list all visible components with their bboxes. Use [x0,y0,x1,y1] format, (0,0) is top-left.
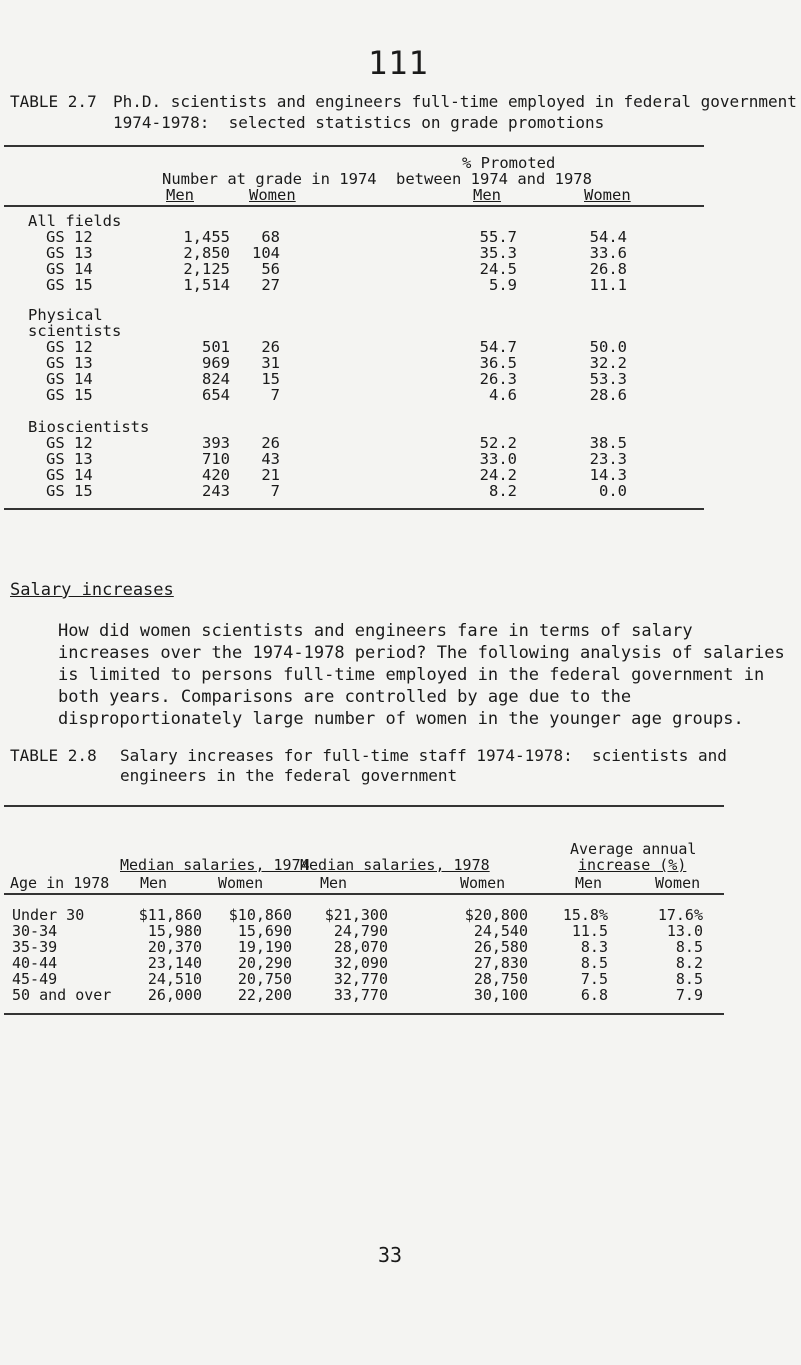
table-cell: $10,860 [228,906,292,924]
table-cell: 8.5 [675,938,703,956]
table-cell: 31 [261,354,280,372]
table-cell: 11.5 [571,922,608,940]
table-cell: 2,125 [183,260,230,278]
table28-col-g3-line1: Average annual [570,840,697,858]
table-cell: 26,000 [147,986,202,1004]
table-cell: 4.6 [489,386,517,404]
table-cell: 68 [261,228,280,246]
table28-sub-women-2: Women [460,874,506,892]
table-cell: 30,100 [473,986,528,1004]
table-row-age: 45-49 [12,970,58,988]
table27-top-rule [4,145,704,147]
table27-sub-women-1: Women [249,186,296,204]
table-cell: 27 [261,276,280,294]
table-cell: 23.3 [589,450,627,468]
table-cell: 824 [202,370,230,388]
table28-sub-men-2: Men [320,874,348,892]
table28-sub-men-1: Men [140,874,168,892]
table-row-grade: GS 12 [46,434,93,452]
table27-label: TABLE 2.7 [10,92,97,111]
table27-sub-men-1: Men [166,186,194,204]
table-cell: $21,300 [324,906,388,924]
table-cell: 20,370 [147,938,202,956]
table-cell: 33,770 [333,986,388,1004]
table27-bottom-rule [4,508,704,510]
table-cell: 0.0 [599,482,627,500]
table-cell: 15,980 [147,922,202,940]
table27-title-line1: Ph.D. scientists and engineers full-time employed in federal government [113,92,797,111]
table27-title-line2: 1974-1978: selected statistics on grade promotions [113,113,605,132]
table-cell: 24,540 [473,922,528,940]
table-cell: 54.4 [589,228,627,246]
table-cell: 26,580 [473,938,528,956]
table-cell: 50.0 [589,338,627,356]
table28-col-age: Age in 1978 [10,874,110,892]
table-cell: 7 [270,386,280,404]
table-cell: 7 [270,482,280,500]
table-cell: 33.6 [589,244,627,262]
table-cell: 15.8% [562,906,608,924]
table-cell: 8.5 [580,954,608,972]
table-cell: 710 [202,450,230,468]
table-row-age: 40-44 [12,954,58,972]
table-cell: 11.1 [589,276,627,294]
table-cell: 32,770 [333,970,388,988]
table-row-grade: GS 13 [46,450,93,468]
table-cell: 8.3 [580,938,608,956]
table-cell: 28,070 [333,938,388,956]
table28-col-g1: Median salaries, 1974 [120,856,310,874]
table-cell: 32,090 [333,954,388,972]
table-cell: 54.7 [479,338,517,356]
table-cell: 6.8 [580,986,608,1004]
table-cell: 654 [202,386,230,404]
table28-header-rule [4,893,724,895]
table-cell: 32.2 [589,354,627,372]
table-cell: 1,514 [183,276,230,294]
table-row-age: 30-34 [12,922,58,940]
table-row-age: Under 30 [12,906,85,924]
table-cell: 56 [261,260,280,278]
table-cell: $11,860 [138,906,202,924]
table-cell: 24,510 [147,970,202,988]
table-cell: 17.6% [657,906,703,924]
table-cell: 20,750 [237,970,292,988]
section-heading: Salary increases [10,580,174,600]
body-paragraph: How did women scientists and engineers fare in terms of salary increases over the 1974-1978 period? The following analysis of salaries is limited to persons full-time employed in the federal government in both years. Comparisons are controlled by age due to the disproportionately large number of women in the younger age groups. [58,621,785,729]
table27-col-group2-line1: % Promoted [462,154,556,172]
table28-col-g3-line2: increase (%) [578,856,687,874]
table-cell: $20,800 [464,906,528,924]
table28-sub-women-3: Women [655,874,701,892]
group-name-bioscientists: Bioscientists [28,418,150,436]
footer-page-number: 33 [378,1243,403,1267]
table-cell: 24.2 [479,466,517,484]
group-name-all-fields: All fields [28,212,122,230]
table28-sub-women-1: Women [218,874,264,892]
group-name-physical-line1: Physical [28,306,103,324]
table-cell: 52.2 [479,434,517,452]
table27-col-group2-line2: between 1974 and 1978 [396,170,592,188]
table-cell: 43 [261,450,280,468]
table-cell: 969 [202,354,230,372]
table-cell: 8.2 [675,954,703,972]
table-cell: 36.5 [479,354,517,372]
table-cell: 24.5 [479,260,517,278]
table27-sub-men-2: Men [473,186,501,204]
page-number: 111 [368,44,429,82]
table-cell: 22,200 [237,986,292,1004]
table-cell: 26 [261,338,280,356]
table-cell: 26.8 [589,260,627,278]
table-row-grade: GS 12 [46,228,93,246]
table-cell: 26 [261,434,280,452]
table-cell: 53.3 [589,370,627,388]
table28-title-line1: Salary increases for full-time staff 1974-1978: scientists and [120,746,727,765]
table-row-grade: GS 14 [46,260,93,278]
table-cell: 19,190 [237,938,292,956]
table-cell: 5.9 [489,276,517,294]
table-cell: 33.0 [479,450,517,468]
table-cell: 14.3 [589,466,627,484]
table-cell: 15 [261,370,280,388]
table-cell: 21 [261,466,280,484]
table-row-grade: GS 15 [46,482,93,500]
table-cell: 8.2 [489,482,517,500]
table-cell: 393 [202,434,230,452]
table-cell: 55.7 [479,228,517,246]
table-cell: 7.9 [675,986,703,1004]
table-cell: 27,830 [473,954,528,972]
table-cell: 2,850 [183,244,230,262]
table-row-age: 35-39 [12,938,58,956]
table-cell: 420 [202,466,230,484]
table-cell: 23,140 [147,954,202,972]
table-cell: 104 [252,244,280,262]
table-row-grade: GS 13 [46,354,93,372]
table-cell: 1,455 [183,228,230,246]
table27-header-rule [4,205,704,207]
table-cell: 15,690 [237,922,292,940]
table-row-grade: GS 15 [46,276,93,294]
table-cell: 20,290 [237,954,292,972]
table-cell: 35.3 [479,244,517,262]
table-row-grade: GS 12 [46,338,93,356]
table-cell: 7.5 [580,970,608,988]
table28-label: TABLE 2.8 [10,746,97,765]
table-cell: 38.5 [589,434,627,452]
group-name-physical-line2: scientists [28,322,122,340]
table28-sub-men-3: Men [575,874,603,892]
table28-top-rule [4,805,724,807]
table-cell: 28,750 [473,970,528,988]
table-cell: 501 [202,338,230,356]
table-row-grade: GS 14 [46,466,93,484]
table-row-grade: GS 13 [46,244,93,262]
table27-col-group1: Number at grade in 1974 [162,170,377,188]
table-row-age: 50 and over [12,986,112,1004]
table-row-grade: GS 14 [46,370,93,388]
table28-title-line2: engineers in the federal government [120,766,458,785]
table-cell: 24,790 [333,922,388,940]
table28-col-g2: Median salaries, 1978 [300,856,490,874]
table-row-grade: GS 15 [46,386,93,404]
table-cell: 13.0 [666,922,703,940]
table-cell: 243 [202,482,230,500]
table-cell: 26.3 [479,370,517,388]
table-cell: 8.5 [675,970,703,988]
table-cell: 28.6 [589,386,627,404]
table28-bottom-rule [4,1013,724,1015]
table27-sub-women-2: Women [584,186,631,204]
